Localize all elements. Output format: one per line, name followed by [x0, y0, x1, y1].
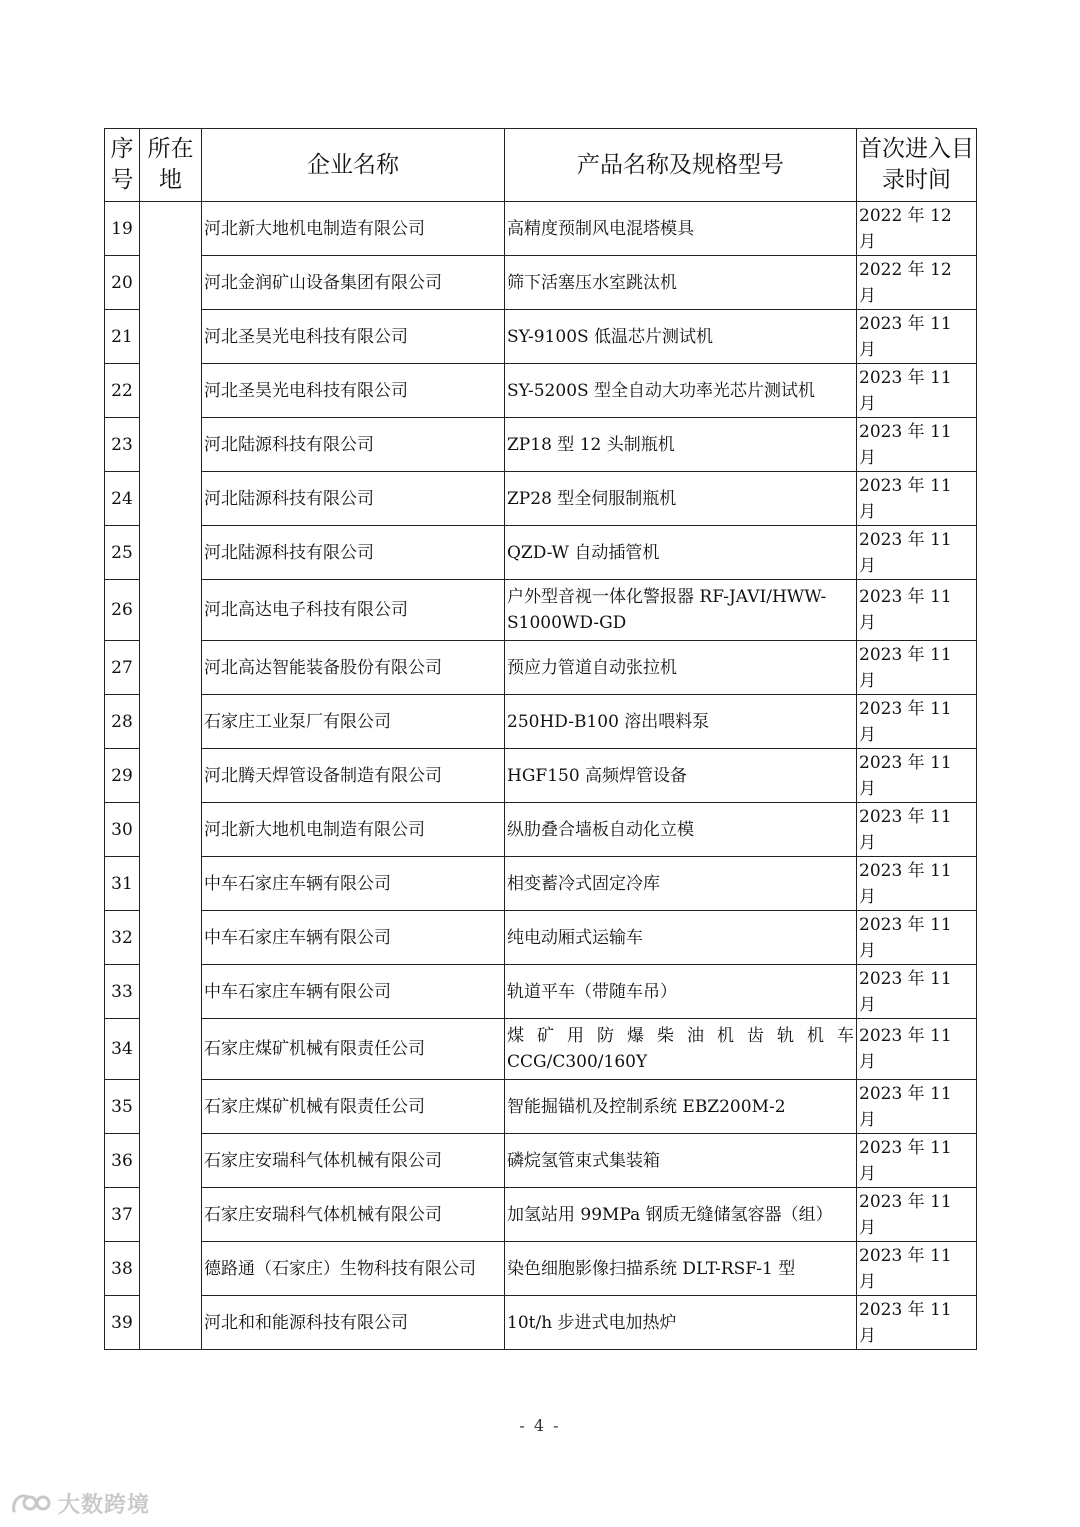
cell-seq: 27	[105, 641, 140, 695]
cell-product: 250HD-B100 溶出喂料泵	[505, 695, 857, 749]
cell-company: 河北金润矿山设备集团有限公司	[202, 256, 505, 310]
cell-company: 德路通（石家庄）生物科技有限公司	[202, 1242, 505, 1296]
cell-product: 筛下活塞压水室跳汰机	[505, 256, 857, 310]
cell-date: 2023 年 11 月	[857, 857, 977, 911]
cell-product: 预应力管道自动张拉机	[505, 641, 857, 695]
cell-product: 煤矿用防爆柴油机齿轨机车 CCG/C300/160Y	[505, 1019, 857, 1080]
cell-company: 中车石家庄车辆有限公司	[202, 857, 505, 911]
cell-product: ZP18 型 12 头制瓶机	[505, 418, 857, 472]
cell-product: 户外型音视一体化警报器 RF-JAVI/HWW-S1000WD-GD	[505, 580, 857, 641]
table-row	[105, 418, 977, 472]
cell-date: 2022 年 12 月	[857, 256, 977, 310]
cell-product: 磷烷氢管束式集装箱	[505, 1134, 857, 1188]
cell-product: 纯电动厢式运输车	[505, 911, 857, 965]
cell-product: SY-5200S 型全自动大功率光芯片测试机	[505, 364, 857, 418]
table-row	[105, 310, 977, 364]
cell-date: 2023 年 11 月	[857, 1188, 977, 1242]
header-region: 所在地	[140, 129, 202, 202]
watermark	[10, 1488, 150, 1519]
cell-company: 中车石家庄车辆有限公司	[202, 911, 505, 965]
cell-seq: 24	[105, 472, 140, 526]
cell-date: 2023 年 11 月	[857, 364, 977, 418]
cell-company: 河北新大地机电制造有限公司	[202, 202, 505, 256]
cell-product: 高精度预制风电混塔模具	[505, 202, 857, 256]
table-row	[105, 695, 977, 749]
cell-seq: 33	[105, 965, 140, 1019]
watermark-text: 大数跨境	[58, 1493, 151, 1518]
cell-seq: 35	[105, 1080, 140, 1134]
cell-seq: 30	[105, 803, 140, 857]
cell-date: 2023 年 11 月	[857, 418, 977, 472]
cell-product: 染色细胞影像扫描系统 DLT-RSF-1 型	[505, 1242, 857, 1296]
cell-seq: 20	[105, 256, 140, 310]
cell-seq: 22	[105, 364, 140, 418]
cell-company: 石家庄煤矿机械有限责任公司	[202, 1080, 505, 1134]
table-row	[105, 202, 977, 256]
cell-company: 河北和和能源科技有限公司	[202, 1296, 505, 1350]
cell-seq: 39	[105, 1296, 140, 1350]
table-row	[105, 1296, 977, 1350]
table-row	[105, 803, 977, 857]
cell-company: 中车石家庄车辆有限公司	[202, 965, 505, 1019]
table-row	[105, 641, 977, 695]
cell-product: 轨道平车（带随车吊）	[505, 965, 857, 1019]
table-row	[105, 1134, 977, 1188]
cell-company: 河北腾天焊管设备制造有限公司	[202, 749, 505, 803]
cell-date: 2023 年 11 月	[857, 641, 977, 695]
table-body	[105, 202, 977, 1350]
cell-date: 2023 年 11 月	[857, 526, 977, 580]
table-row	[105, 526, 977, 580]
cell-company: 石家庄煤矿机械有限责任公司	[202, 1019, 505, 1080]
cell-date: 2023 年 11 月	[857, 1080, 977, 1134]
table-row	[105, 364, 977, 418]
cell-product: QZD-W 自动插管机	[505, 526, 857, 580]
table-row	[105, 1242, 977, 1296]
cell-date: 2023 年 11 月	[857, 695, 977, 749]
cell-date: 2023 年 11 月	[857, 803, 977, 857]
cell-company: 河北新大地机电制造有限公司	[202, 803, 505, 857]
cell-company: 河北高达电子科技有限公司	[202, 580, 505, 641]
cell-seq: 19	[105, 202, 140, 256]
cell-seq: 26	[105, 580, 140, 641]
cell-date: 2023 年 11 月	[857, 1242, 977, 1296]
table-row	[105, 1019, 977, 1080]
cell-company: 石家庄工业泵厂有限公司	[202, 695, 505, 749]
cell-seq: 25	[105, 526, 140, 580]
cell-company: 河北陆源科技有限公司	[202, 526, 505, 580]
cell-date: 2023 年 11 月	[857, 1296, 977, 1350]
table-row	[105, 965, 977, 1019]
cell-seq: 23	[105, 418, 140, 472]
header-date: 首次进入目录时间	[857, 129, 977, 202]
cell-date: 2023 年 11 月	[857, 1019, 977, 1080]
header-product: 产品名称及规格型号	[505, 129, 857, 202]
cell-region	[140, 202, 202, 1350]
cell-company: 河北圣昊光电科技有限公司	[202, 364, 505, 418]
table-row	[105, 1188, 977, 1242]
cell-date: 2022 年 12 月	[857, 202, 977, 256]
cell-date: 2023 年 11 月	[857, 580, 977, 641]
cell-product: SY-9100S 低温芯片测试机	[505, 310, 857, 364]
cell-product: 10t/h 步进式电加热炉	[505, 1296, 857, 1350]
catalog-table	[104, 128, 977, 1350]
cell-product: HGF150 高频焊管设备	[505, 749, 857, 803]
cell-seq: 34	[105, 1019, 140, 1080]
cell-company: 河北陆源科技有限公司	[202, 418, 505, 472]
cell-date: 2023 年 11 月	[857, 749, 977, 803]
cell-seq: 38	[105, 1242, 140, 1296]
table-row	[105, 1080, 977, 1134]
cell-date: 2023 年 11 月	[857, 911, 977, 965]
cell-product: 智能掘锚机及控制系统 EBZ200M-2	[505, 1080, 857, 1134]
cell-seq: 36	[105, 1134, 140, 1188]
table-header-row	[105, 129, 977, 202]
cell-product: ZP28 型全伺服制瓶机	[505, 472, 857, 526]
cell-seq: 31	[105, 857, 140, 911]
cell-product: 纵肋叠合墙板自动化立模	[505, 803, 857, 857]
cell-date: 2023 年 11 月	[857, 965, 977, 1019]
cell-seq: 29	[105, 749, 140, 803]
cell-seq: 32	[105, 911, 140, 965]
page-number: - 4 -	[519, 1416, 561, 1435]
table-row	[105, 749, 977, 803]
table-row	[105, 472, 977, 526]
cell-seq: 28	[105, 695, 140, 749]
header-seq: 序号	[105, 129, 140, 202]
cell-date: 2023 年 11 月	[857, 310, 977, 364]
cell-company: 石家庄安瑞科气体机械有限公司	[202, 1134, 505, 1188]
table-row	[105, 911, 977, 965]
table-row	[105, 857, 977, 911]
table-row	[105, 580, 977, 641]
cell-seq: 37	[105, 1188, 140, 1242]
header-company: 企业名称	[202, 129, 505, 202]
cell-company: 石家庄安瑞科气体机械有限公司	[202, 1188, 505, 1242]
cell-product: 加氢站用 99MPa 钢质无缝储氢容器（组）	[505, 1188, 857, 1242]
cell-company: 河北陆源科技有限公司	[202, 472, 505, 526]
cell-company: 河北高达智能装备股份有限公司	[202, 641, 505, 695]
cell-date: 2023 年 11 月	[857, 1134, 977, 1188]
cell-product: 相变蓄冷式固定冷库	[505, 857, 857, 911]
cell-company: 河北圣昊光电科技有限公司	[202, 310, 505, 364]
table-row	[105, 256, 977, 310]
dashuju-logo-icon	[10, 1489, 54, 1519]
cell-seq: 21	[105, 310, 140, 364]
cell-date: 2023 年 11 月	[857, 472, 977, 526]
